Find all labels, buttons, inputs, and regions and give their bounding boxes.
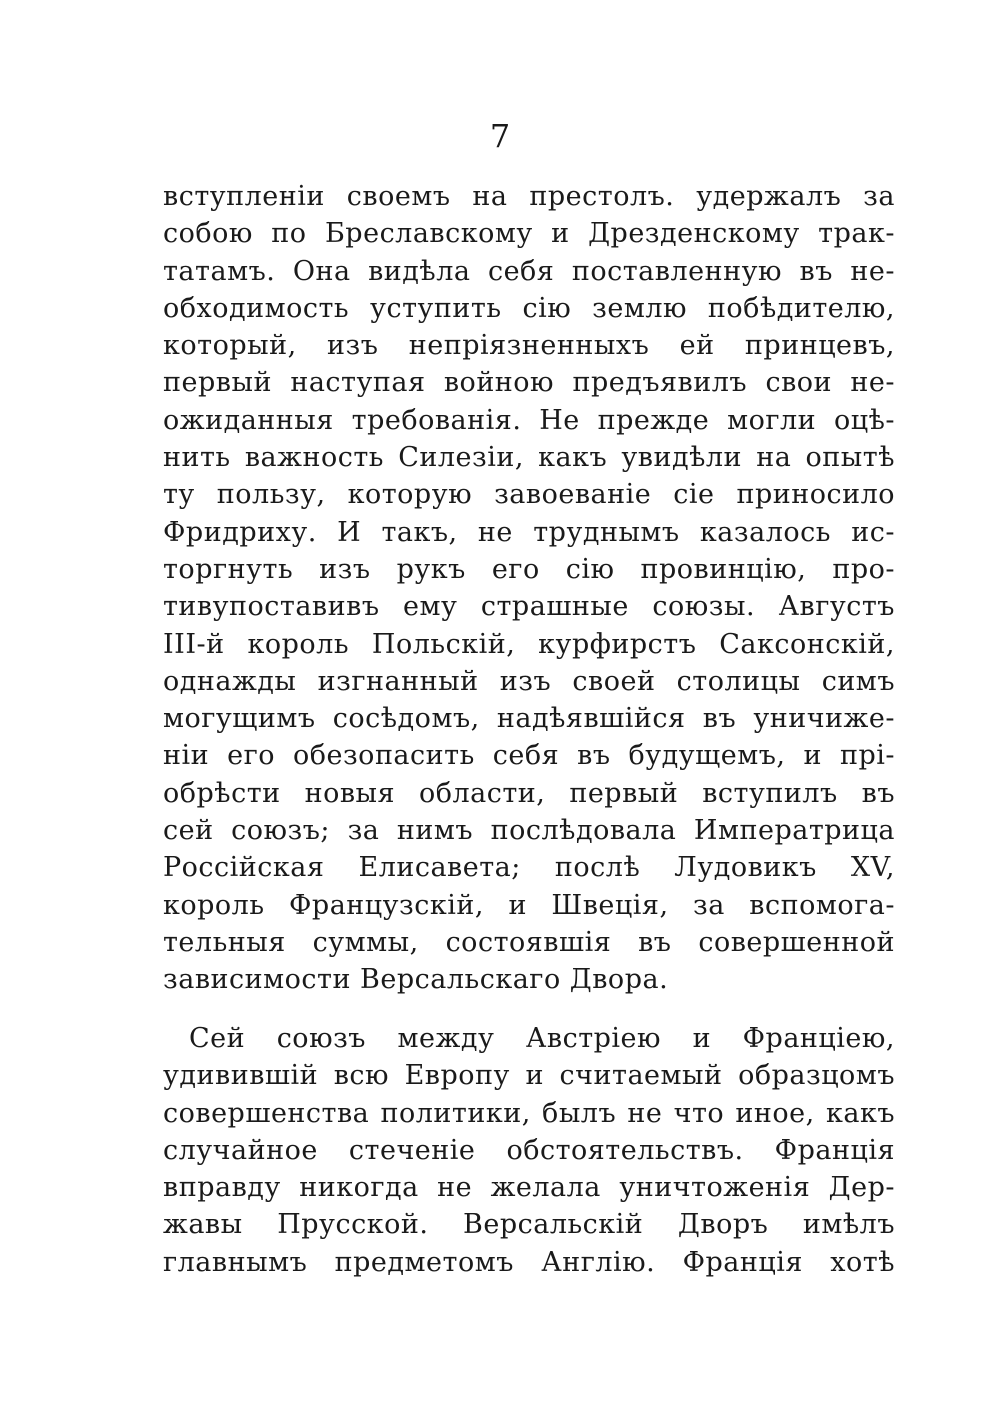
text-line: вступленіи своемъ на престолъ. удержалъ за [163, 181, 895, 212]
text-line: совершенства политики, былъ не что иное, какъ [163, 1097, 895, 1129]
text-line: татамъ. Она видѣла себя поставленную въ не- [163, 255, 895, 287]
text-line: случайное стеченіе обстоятельствъ. Франція [163, 1134, 895, 1166]
paragraph-2 [163, 1020, 895, 1281]
text-line: ніи его обезопасить себя въ будущемъ, и прі- [163, 740, 895, 772]
text-line: главнымъ предметомъ Англію. Франція хотѣ [163, 1246, 895, 1278]
text-line: король Французскій, и Швеція, за вспомога- [163, 889, 895, 921]
text-line: ту пользу, которую завоеваніе сіе приносило [163, 479, 895, 511]
text-line: первый наступая войною предъявилъ свои не- [163, 367, 895, 399]
text-line: зависимости Версальскаго Двора. [163, 964, 669, 996]
text-line: Фридриху. И такъ, не труднымъ казалось ис- [163, 516, 895, 548]
text-line: тельныя суммы, состоявшія въ совершенной [163, 926, 895, 958]
text-line: III-й король Польскій, курфирстъ Саксонскій, [163, 628, 895, 660]
text-line: сей союзъ; за нимъ послѣдовала Императрица [163, 815, 895, 847]
text-line: ожиданныя требованія. Не прежде могли оцѣ- [163, 404, 895, 436]
text-line: Сей союзъ между Австріею и Франціею, [189, 1023, 895, 1054]
text-line: нить важность Силезіи, какъ увидѣли на опытѣ [163, 442, 895, 474]
text-line: обходимость уступить сію землю побѣдителю, [163, 292, 895, 324]
text-line: вправду никогда не желала уничтоженія Дер- [163, 1172, 895, 1204]
text-line: собою по Бреславскому и Дрезденскому трак- [163, 218, 895, 250]
text-line: жавы Прусской. Версальскій Дворъ имѣлъ [163, 1209, 895, 1241]
page-number: 7 [489, 117, 511, 155]
paragraph-1 [163, 178, 895, 999]
text-line: тивупоставивъ ему страшные союзы. Августъ [163, 591, 895, 623]
text-line: однажды изгнанный изъ своей столицы симъ [163, 665, 895, 697]
text-line: удивившій всю Европу и считаемый образцомъ [163, 1060, 895, 1092]
text-line: обрѣсти новыя области, первый вступилъ въ [163, 777, 895, 809]
text-line: могущимъ сосѣдомъ, надѣявшійся въ уничиже- [163, 703, 895, 735]
text-line: Россійская Елисавета; послѣ Лудовикъ XV, [163, 852, 895, 884]
text-line: торгнуть изъ рукъ его сію провинцію, про- [163, 553, 895, 585]
text-line: который, изъ непріязненныхъ ей принцевъ, [163, 330, 895, 362]
